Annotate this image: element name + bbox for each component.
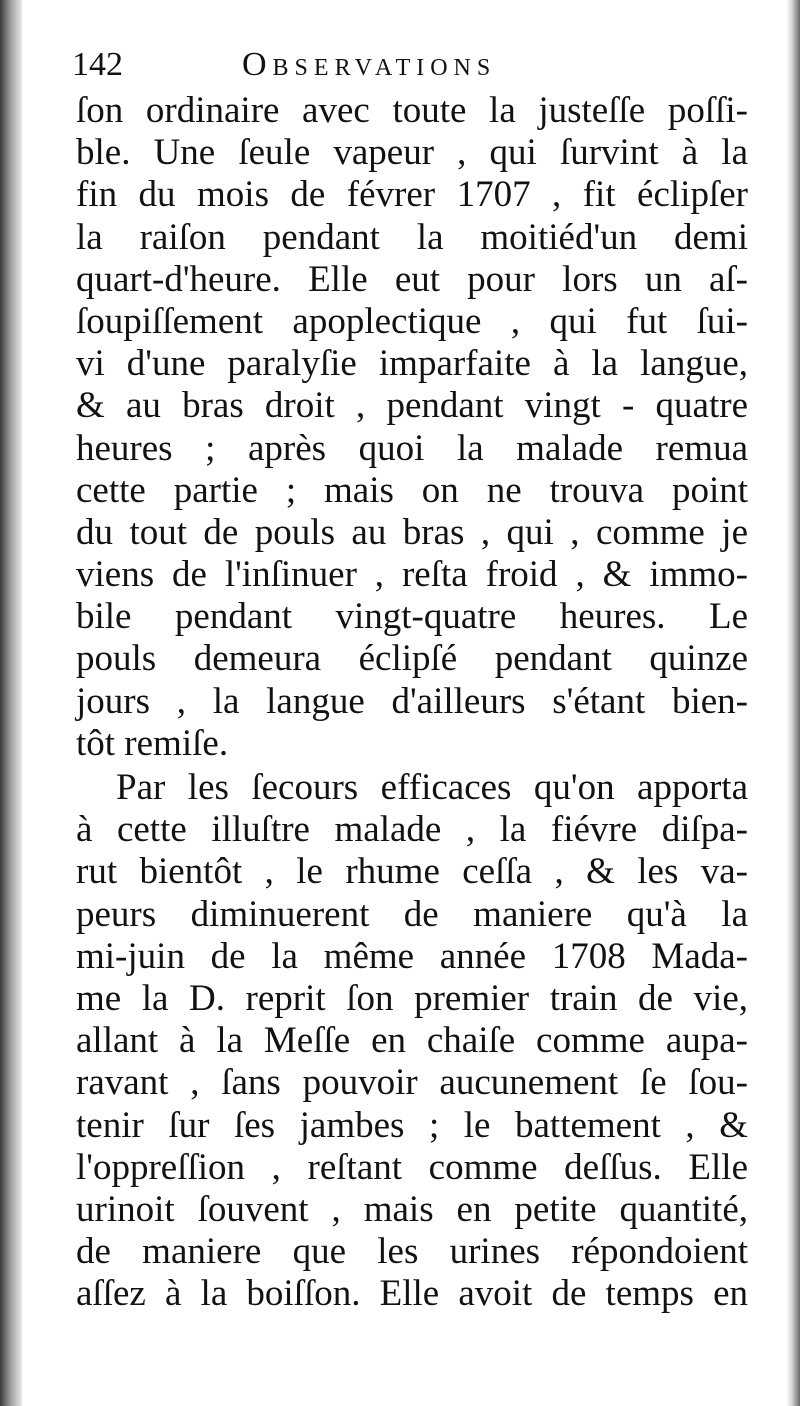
page-gutter-shadow [0, 0, 22, 1406]
paragraph-2 [76, 767, 748, 1315]
text-line: pouls demeura éclipſé pendant quinze [76, 638, 748, 680]
text-line: peurs diminuerent de maniere qu'à la [76, 893, 748, 935]
text-line: de maniere que les urines répondoient [76, 1231, 748, 1273]
text-line: rut bientôt , le rhume ceſſa , & les va- [76, 851, 748, 893]
text-line: ſoupiſſement apoplectique , qui fut ſui- [76, 300, 748, 342]
text-line: mi-juin de la même année 1708 Mada- [76, 935, 748, 977]
text-line: ravant , ſans pouvoir aucunement ſe ſou- [76, 1062, 748, 1104]
text-line: l'oppreſſion , reſtant comme deſſus. Elle [76, 1146, 748, 1188]
text-line: me la D. reprit ſon premier train de vie, [76, 977, 748, 1019]
text-line: ſon ordinaire avec toute la justeſſe poſſi- [76, 90, 748, 131]
text-line: tenir ſur ſes jambes ; le battement , & [76, 1104, 748, 1146]
text-line: vi d'une paralyſie imparfaite à la langue, [76, 343, 748, 385]
text-line: bile pendant vingt-quatre heures. Le [76, 596, 748, 638]
text-line: tôt remiſe. [76, 722, 229, 764]
text-line: fin du mois de févrer 1707 , fit éclipſer [76, 174, 748, 216]
text-line: la raiſon pendant la moitiéd'un demi [76, 216, 748, 258]
text-line: quart-d'heure. Elle eut pour lors un aſ- [76, 258, 748, 300]
text-line: heures ; après quoi la malade remua [76, 427, 748, 469]
page-edge-shadow [786, 0, 800, 1406]
text-line: ble. Une ſeule vapeur , qui ſurvint à la [76, 132, 748, 174]
paragraph-1 [76, 90, 748, 765]
body-text [76, 90, 748, 1315]
text-line: jours , la langue d'ailleurs s'étant bien- [76, 680, 748, 722]
text-line: cette partie ; mais on ne trouva point [76, 469, 748, 511]
text-line: aſſez à la boiſſon. Elle avoit de temps en [76, 1273, 748, 1315]
text-line: Par les ſecours efficaces qu'on apporta [116, 767, 748, 808]
text-line: urinoit ſouvent , mais en petite quantité, [76, 1188, 748, 1230]
text-line: allant à la Meſſe en chaiſe comme aupa- [76, 1020, 748, 1062]
page-header [72, 46, 712, 86]
text-line: & au bras droit , pendant vingt - quatre [76, 385, 748, 427]
text-line: du tout de pouls au bras , qui , comme je [76, 511, 748, 553]
text-line: viens de l'inſinuer , reſta froid , & immo- [76, 554, 748, 596]
text-line: à cette illuſtre malade , la fiévre diſpa- [76, 809, 748, 851]
running-head: Observations [242, 46, 497, 83]
page-number: 142 [72, 46, 123, 83]
